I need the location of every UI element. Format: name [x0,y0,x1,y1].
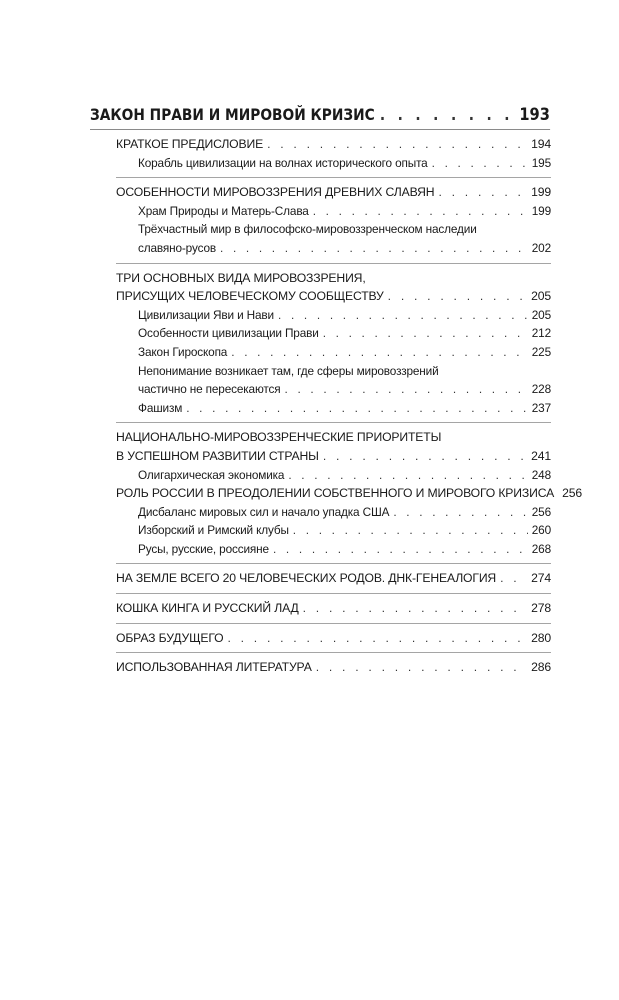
entry-page-number: 268 [531,541,551,556]
toc-sections [90,130,582,682]
part-title: ЗАКОН ПРАВИ И МИРОВОЙ КРИЗИС [90,105,375,124]
entry-title: Корабль цивилизации на волнах исторического опыта [138,155,428,170]
toc-subsection-entry[interactable] [116,362,551,381]
entry-title: Русы, русские, россияне [138,541,269,556]
entry-title: Непонимание возникает там, где сферы мировоззрений [138,363,439,378]
entry-page-number: 212 [531,326,551,341]
entry-page-number: 199 [531,185,551,200]
toc-section [116,130,551,178]
toc-subsection-entry[interactable] [116,239,551,258]
entry-title: Закон Гироскопа [138,344,228,359]
dot-leader [323,324,528,343]
entry-title: КРАТКОЕ ПРЕДИСЛОВИЕ [116,137,264,151]
toc-section [116,178,551,263]
entry-page-number: 202 [531,240,551,255]
dot-leader [220,239,528,258]
entry-title: славяно-русов [138,240,216,255]
entry-title: РОЛЬ РОССИИ В ПРЕОДОЛЕНИИ СОБСТВЕННОГО И МИРОВОГО КРИЗИСА [116,486,555,501]
entry-page-number: 199 [531,203,551,218]
dot-leader [303,599,528,618]
dot-leader [288,466,527,485]
part-heading[interactable] [90,104,550,130]
toc-section [116,264,551,424]
dot-leader [231,343,528,362]
toc-subsection-entry[interactable] [116,399,551,418]
dot-leader [316,658,527,677]
entry-title: Особенности цивилизации Прави [138,326,319,341]
toc-subsection-entry[interactable] [116,220,551,239]
dot-leader [388,287,527,306]
entry-title: Трёхчастный мир в философско-мировоззренческом наследии [138,222,477,237]
toc-subsection-entry[interactable] [116,503,551,522]
entry-title: НА ЗЕМЛЕ ВСЕГО 20 ЧЕЛОВЕЧЕСКИХ РОДОВ. ДНК-ГЕНЕАЛОГИЯ [116,571,497,586]
entry-title: Олигархическая экономика [138,467,285,482]
entry-page-number: 205 [531,289,551,304]
toc-subsection-entry[interactable] [116,202,551,221]
toc-section [116,564,551,594]
dot-leader [273,540,528,559]
part-page-number: 193 [519,105,550,125]
toc-subsection-entry[interactable] [116,380,551,399]
dot-leader [285,380,528,399]
dot-leader [393,503,527,522]
entry-page-number: 256 [562,486,582,501]
entry-title: Цивилизации Яви и Нави [138,307,274,322]
entry-page-number: 274 [531,571,551,586]
toc-chapter-entry[interactable] [116,484,582,503]
toc-section [116,653,551,682]
dot-leader [293,521,528,540]
toc-chapter-entry[interactable] [116,569,551,588]
toc-section [116,594,551,624]
entry-title: Фашизм [138,400,183,415]
toc-chapter-entry[interactable] [116,428,551,447]
toc-chapter-entry[interactable] [116,599,551,618]
toc-chapter-entry[interactable] [116,183,551,202]
entry-title: ОСОБЕННОСТИ МИРОВОЗЗРЕНИЯ ДРЕВНИХ СЛАВЯН [116,185,435,200]
toc-subsection-entry[interactable] [116,343,551,362]
entry-title: Храм Природы и Матерь-Слава [138,203,309,218]
entry-page-number: 241 [531,448,551,463]
toc-section [116,423,582,564]
entry-page-number: 286 [531,660,551,675]
dot-leader [438,183,527,202]
entry-title: Изборский и Римский клубы [138,523,289,538]
toc-subsection-entry[interactable] [116,306,551,325]
dot-leader [500,569,527,588]
entry-title: ОБРАЗ БУДУЩЕГО [116,630,224,645]
dot-leader [432,154,528,173]
entry-page-number: 256 [531,504,551,519]
toc-subsection-entry[interactable] [116,521,551,540]
dot-leader [278,306,528,325]
toc-chapter-entry[interactable] [116,629,551,648]
entry-page-number: 228 [531,382,551,397]
entry-page-number: 248 [531,467,551,482]
entry-page-number: 225 [531,344,551,359]
toc-subsection-entry[interactable] [116,324,551,343]
toc-chapter-entry[interactable] [116,287,551,306]
dot-leader [313,202,528,221]
entry-page-number: 260 [531,523,551,538]
entry-page-number: 205 [531,307,551,322]
entry-title: ТРИ ОСНОВНЫХ ВИДА МИРОВОЗЗРЕНИЯ, [116,270,366,285]
dot-leader [227,629,527,648]
table-of-contents [90,104,582,682]
entry-page-number: 237 [531,400,551,415]
dot-leader [186,399,528,418]
entry-page-number: 280 [531,630,551,645]
toc-chapter-entry[interactable] [116,269,551,288]
entry-title: НАЦИОНАЛЬНО-МИРОВОЗЗРЕНЧЕСКИЕ ПРИОРИТЕТЫ [116,430,442,445]
entry-title: ПРИСУЩИХ ЧЕЛОВЕЧЕСКОМУ СООБЩЕСТВУ [116,289,384,304]
toc-chapter-entry[interactable] [116,135,551,154]
entry-title: В УСПЕШНОМ РАЗВИТИИ СТРАНЫ [116,448,319,463]
dot-leader [267,135,527,154]
dot-leader [323,447,527,466]
toc-chapter-entry[interactable] [116,447,551,466]
toc-chapter-entry[interactable] [116,658,551,677]
entry-title: Дисбаланс мировых сил и начало упадка США [138,504,390,519]
entry-title: ИСПОЛЬЗОВАННАЯ ЛИТЕРАТУРА [116,660,312,675]
entry-page-number: 278 [531,601,551,616]
entry-title: частично не пересекаются [138,382,281,397]
dot-leader [380,104,514,126]
toc-subsection-entry[interactable] [116,466,551,485]
toc-section [116,624,551,654]
entry-page-number: 194 [531,137,551,151]
entry-title: КОШКА КИНГА И РУССКИЙ ЛАД [116,601,299,616]
toc-subsection-entry[interactable] [116,540,551,559]
toc-subsection-entry[interactable] [116,154,551,173]
entry-page-number: 195 [531,155,551,170]
